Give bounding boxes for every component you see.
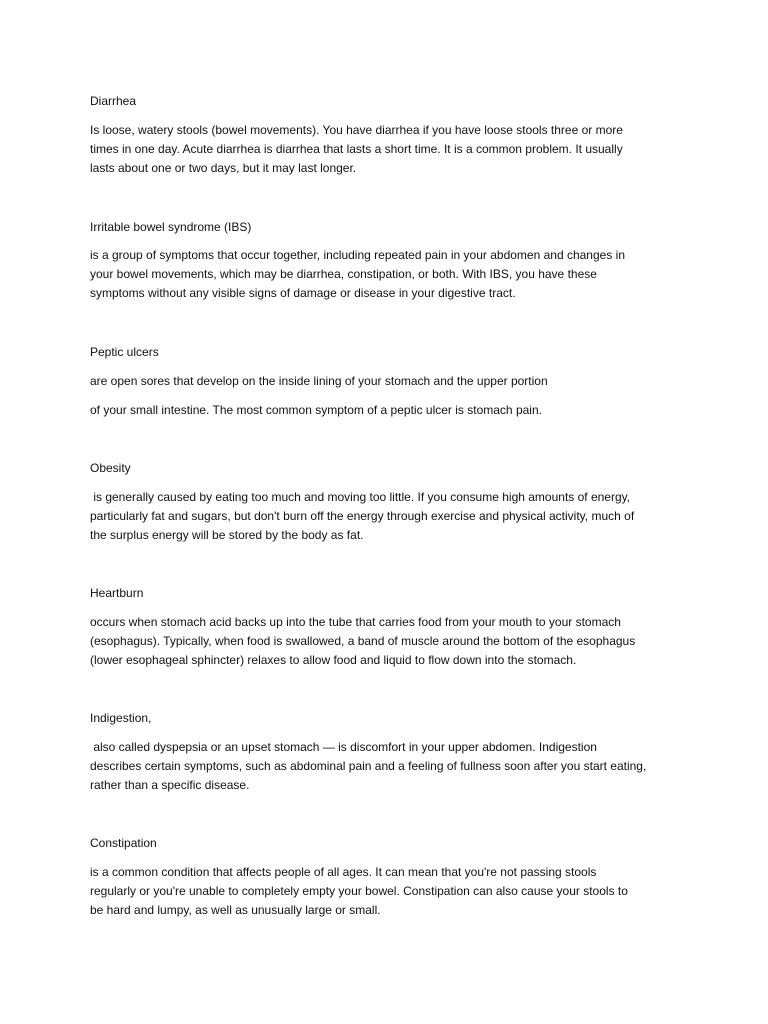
section-paragraph: [90, 401, 690, 420]
paragraph-line: lasts about one or two days, but it may last longer.: [90, 161, 357, 175]
paragraph-line: (esophagus). Typically, when food is swallowed, a band of muscle around the bottom of the esophagus: [90, 634, 636, 648]
paragraph-line: times in one day. Acute diarrhea is diarrhea that lasts a short time. It is a common problem. It usually: [90, 142, 623, 156]
section-paragraph: [90, 121, 690, 178]
section-paragraph: [90, 488, 690, 545]
paragraph-line: is generally caused by eating too much and moving too little. If you consume high amounts of energy,: [90, 490, 631, 504]
paragraph-line: describes certain symptoms, such as abdominal pain and a feeling of fullness soon after you start eating,: [90, 759, 647, 773]
paragraph-line: occurs when stomach acid backs up into the tube that carries food from your mouth to your stomach: [90, 615, 621, 629]
section-paragraph: [90, 863, 690, 920]
section-paragraph: [90, 372, 690, 391]
section-obesity: [90, 460, 690, 476]
section-indigestion: [90, 710, 690, 726]
paragraph-line: regularly or you're unable to completely empty your bowel. Constipation can also cause your stools to: [90, 884, 628, 898]
paragraph-line: of your small intestine. The most common symptom of a peptic ulcer is stomach pain.: [90, 403, 542, 417]
paragraph-line: is a group of symptoms that occur together, including repeated pain in your abdomen and changes in: [90, 248, 626, 262]
section-peptic-ulcers: [90, 344, 690, 360]
section-heartburn-body: [90, 613, 690, 670]
section-peptic-ulcers-body-2: [90, 401, 690, 420]
section-heartburn: [90, 585, 690, 601]
section-obesity-body: [90, 488, 690, 545]
section-paragraph: [90, 613, 690, 670]
paragraph-line: (lower esophageal sphincter) relaxes to allow food and liquid to flow down into the stomach.: [90, 653, 577, 667]
section-constipation: [90, 835, 690, 851]
section-ibs: [90, 219, 690, 235]
paragraph-line: particularly fat and sugars, but don't burn off the energy through exercise and physical activity, much of: [90, 509, 635, 523]
section-title: Diarrhea: [90, 94, 137, 108]
paragraph-line: symptoms without any visible signs of damage or disease in your digestive tract.: [90, 286, 516, 300]
section-ibs-body: [90, 246, 690, 303]
paragraph-line: the surplus energy will be stored by the body as fat.: [90, 528, 364, 542]
paragraph-line: your bowel movements, which may be diarrhea, constipation, or both. With IBS, you have these: [90, 267, 597, 281]
paragraph-line: rather than a specific disease.: [90, 778, 250, 792]
section-constipation-body: [90, 863, 690, 920]
paragraph-line: is a common condition that affects people of all ages. It can mean that you're not passing stools: [90, 865, 597, 879]
section-peptic-ulcers-body: [90, 372, 690, 391]
paragraph-line: are open sores that develop on the inside lining of your stomach and the upper portion: [90, 374, 548, 388]
section-title: Obesity: [90, 461, 131, 475]
paragraph-line: Is loose, watery stools (bowel movements). You have diarrhea if you have loose stools three or more: [90, 123, 623, 137]
paragraph-line: be hard and lumpy, as well as unusually large or small.: [90, 903, 381, 917]
section-title: Heartburn: [90, 586, 144, 600]
section-indigestion-body: [90, 738, 690, 795]
section-paragraph: [90, 738, 690, 795]
section-diarrhea: [90, 93, 690, 109]
section-title: Indigestion,: [90, 711, 152, 725]
section-title: Constipation: [90, 836, 157, 850]
section-title: Irritable bowel syndrome (IBS): [90, 220, 252, 234]
paragraph-line: also called dyspepsia or an upset stomach — is discomfort in your upper abdomen. Indigestion: [90, 740, 597, 754]
section-title: Peptic ulcers: [90, 345, 159, 359]
section-paragraph: [90, 246, 690, 303]
section-diarrhea-body: [90, 121, 690, 178]
